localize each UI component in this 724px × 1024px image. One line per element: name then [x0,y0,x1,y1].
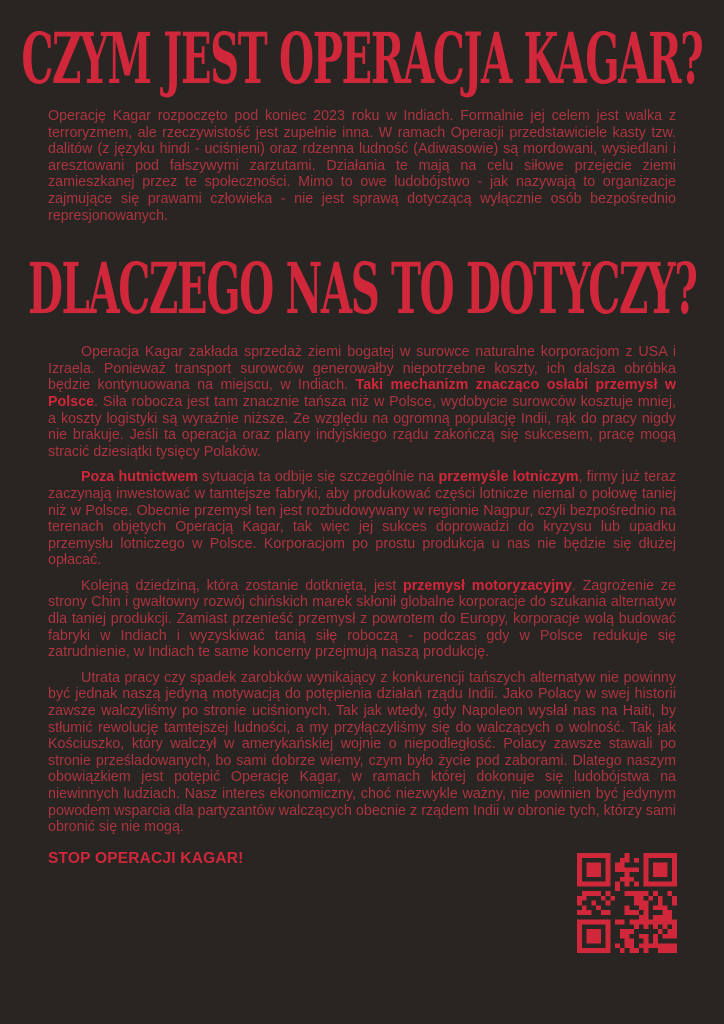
stop-cta: STOP OPERACJI KAGAR! [48,849,244,867]
paragraph: Poza hutnictwem sytuacja ta odbije się szczególnie na przemyśle lotniczym, firmy już teraz zaczynają inwestować w tamtejsze fabryki, aby produkować części lotnicze niemal o połowę taniej niż w Polsce. Obecnie przemysł ten jest rozbudowywany w regionie Nagpur, czyli bezpośrednio na terenach objętych Operacją Kagar, tak więc jej sukces doprowadzi do kryzysu lub upadku przemysłu lotniczego w Polsce. Korporacjom po prostu produkcja u nas nie będzie się dłużej opłacać. [48,469,677,569]
paragraph: Operację Kagar rozpoczęto pod koniec 2023 roku w Indiach. Formalnie jej celem jest walka z terroryzmem, ale rzeczywistość jest zupełnie inna. W ramach Operacji przedstawiciele kasty tzw. dalitów (z języku hindi - uciśnieni) oraz rdzenna ludność (Adiwasowie) są mordowani, wysiedlani i aresztowani pod fałszywymi zarzutami. Działania te mają na celu siłowe przejęcie ziemi zamieszkanej przez te społeczności. Mimo to owe ludobójstwo - jak nazywają to organizacje zajmujące się prawami człowieka - nie jest sprawą dotyczącą wyłącznie osób bezpośrednio represjonowanych. [48,108,676,224]
paragraph: Operacja Kagar zakłada sprzedaż ziemi bogatej w surowce naturalne korporacjom z USA i Izraela. Ponieważ transport surowców generowałby niepotrzebne koszty, ich dalsza obróbka będzie kontynuowana na miejscu, w Indiach. Taki mechanizm znacząco osłabi przemysł w Polsce. Siła robocza jest tam znacznie tańsza niż w Polsce, wydobycie surowców kosztuje mniej, a koszty logistyki są wyraźnie niższe. Ze względu na ogromną populację Indii, rąk do pracy nigdy nie brakuje. Jeśli ta operacja oraz plany indyjskiego rządu zakończą się sukcesem, pracę mogą stracić dziesiątki tysięcy Polaków. [48,344,676,460]
paragraph: Kolejną dziedziną, która zostanie dotknięta, jest przemysł motoryzacyjny. Zagrożenie ze strony Chin i gwałtowny rozwój chińskich marek skłonił globalne korporacje do szukania alternatyw dla taniej produkcji. Zamiast przenieść przemysł z powrotem do Europy, korporacje wolą budować fabryki w Indiach i wyzyskiwać tanią siłę roboczą - podczas gdy w Polsce redukuje się zatrudnienie, w Indiach te same koncerny przejmują naszą produkcję. [48,577,676,661]
section-1-body [48,108,676,224]
section-2-heading [27,247,697,331]
paragraph: Utrata pracy czy spadek zarobków wynikający z konkurencji tańszych alternatyw nie powinny być jednak naszą jedyną motywacją do potępienia działań rządu Indii. Jako Polacy w swej historii zawsze walczyliśmy po stronie uciśnionych. Tak jak wtedy, gdy Napoleon wysłał nas na Haiti, by stłumić rewolucję tamtejszej ludności, a my przyłączyliśmy się do walczących o wolność. Tak jak Kościuszko, który walczył w amerykańskiej wojnie o niepodległość. Polacy zawsze stawali po stronie prześladowanych, bo sami dobrze wiemy, czym było życie pod zaborami. Dlatego naszym obowiązkiem jest potępić Operację Kagar, w ramach której dokonuje się ludobójstwa na niewinnych ludziach. Nasz interes ekonomiczny, choć niezwykle ważny, nie powinien być jedynym powodem wsparcia dla partyzantów walczących obecnie z rządem Indii w obronie tych, którzy sami obronić się nie mogą. [48,669,676,836]
section-2-heading-text: DLACZEGO NAS TO DOTYCZY? [27,247,697,331]
qr-code-icon [577,853,677,953]
section-1-heading [21,17,703,101]
section-1-heading-text: CZYM JEST OPERACJA KAGAR? [21,17,703,101]
section-2-body [48,344,676,836]
